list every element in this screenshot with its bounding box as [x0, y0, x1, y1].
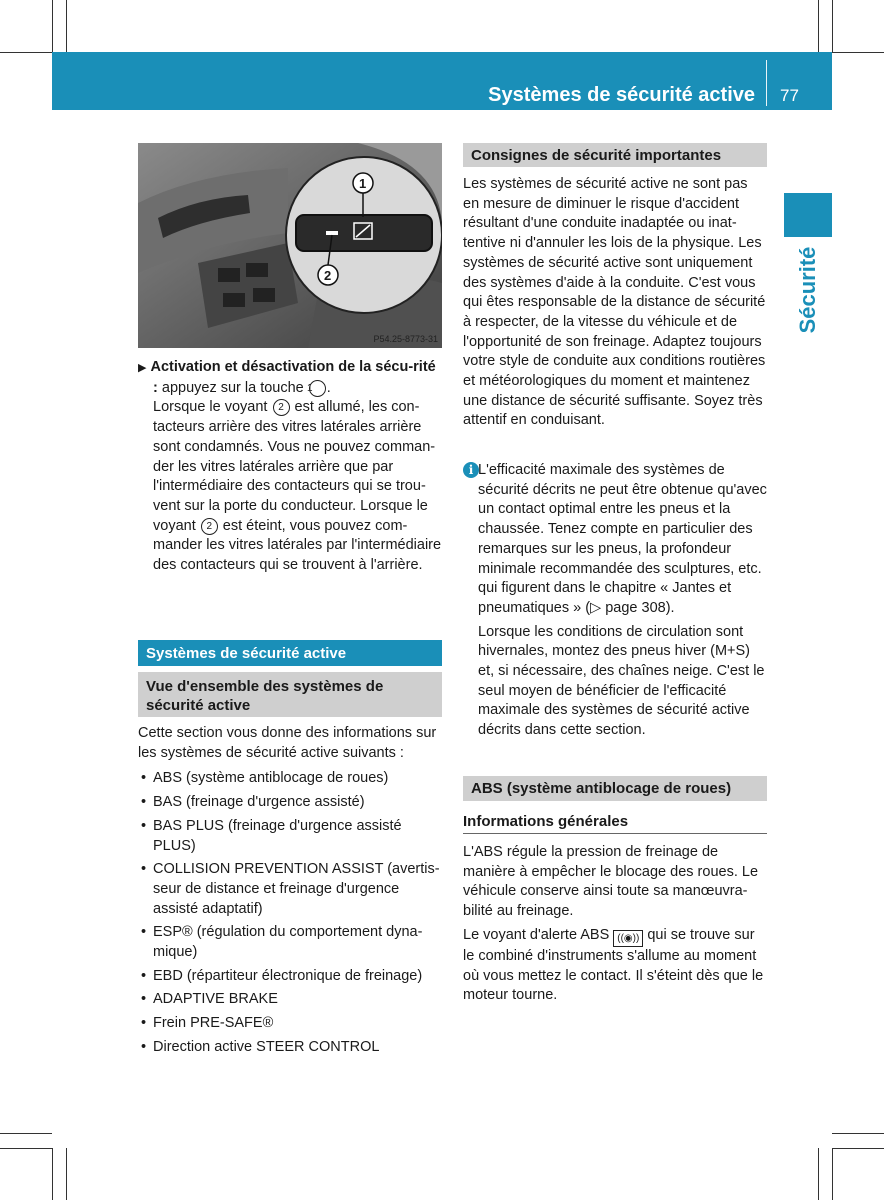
crop-mark	[818, 0, 819, 52]
systems-list	[138, 769, 442, 1057]
list-item: • Direction active STEER CONTROL	[138, 1038, 442, 1058]
abs-warning-lamp-icon: ((◉))	[613, 930, 643, 947]
callout-ref-2b: 2	[201, 518, 218, 535]
door-panel-figure	[138, 143, 442, 348]
instruction-block: ▶ Activation et désactivation de la sécu-rité : appuyez sur la touche 1 . Lorsque le voyant 2 est allumé, les contacteurs arrière des vitres latérales arrière sont condamnés. Vous ne pouvez commander les vitres latérales arrière que par l'intermédiaire des contacteurs qui se trouvent sur la porte du conducteur. Lorsque le voyant 2 est éteint, vous pouvez commander les vitres latérales par l'intermédiaire des contacteurs qui se trouvent à l'arrière.	[138, 359, 442, 574]
crop-mark	[0, 1133, 52, 1134]
crop-mark	[52, 0, 53, 52]
crop-mark	[818, 1148, 819, 1200]
list-item: • ESP® (régulation du comportement dynamique)	[138, 923, 442, 962]
side-tab-label: Sécurité	[795, 246, 820, 334]
crop-mark	[832, 1148, 884, 1149]
page-number: 77	[780, 86, 799, 105]
instruction-text-2: est allumé, les contacteurs arrière des vitres latérales arrière sont condamnés. Vous ne pouvez commander les vitres latérales arrière que par l'intermédiaire des contacteurs qui se trouvent sur la porte du conducteur. Lorsque le voyant	[153, 399, 436, 534]
safety-notes-text: Les systèmes de sécurité active ne sont pas en mesure de diminuer le risque d'accident résultant d'une conduite inadaptée ou inattentive ni d'annuler les lois de la physique. Les systèmes de sécurité active sont uniquement des systèmes d'aide à la conduite. C'est vous qui êtes responsable de la distance de sécurité à respecter, de la vitesse du véhicule et de l'opportunité de son freinage. Adaptez toujours votre style de conduite aux conditions routières et météorologiques du moment et maintenez une distance de sécurité suffisante. Soyez très attentif en conduisant.	[463, 176, 766, 429]
crop-mark	[832, 0, 833, 52]
overview-intro: Cette section vous donne des informations sur les systèmes de sécurité active suivants :	[138, 725, 437, 761]
info-paragraph-1: L'efficacité maximale des systèmes de sécurité décrits ne peut être obtenue qu'avec un contact optimal entre les pneus et la chaussée. Tenez compte en particulier des remarques sur les pneus, la profondeur minimale recommandée des sculptures, etc. qui figurent dans le chapitre « Jantes et pneumatiques » (▷ page 308).	[478, 462, 767, 616]
header-divider	[766, 60, 767, 106]
instruction-text-1: Lorsque le voyant	[153, 399, 268, 416]
list-item: • Frein PRE-SAFE®	[138, 1014, 442, 1034]
callout-ref-1: 1	[309, 380, 326, 397]
list-item: • ADAPTIVE BRAKE	[138, 990, 442, 1010]
instruction-title: Activation et désactivation de la sécu-rité :	[150, 359, 436, 396]
general-info-heading: Informations générales	[463, 813, 767, 834]
page-title: Systèmes de sécurité active	[488, 84, 755, 106]
crop-mark	[832, 1148, 833, 1200]
list-item: • ABS (système antiblocage de roues)	[138, 769, 442, 789]
figure-code: P54.25-8773-31	[373, 334, 438, 344]
list-item: • COLLISION PREVENTION ASSIST (avertisseur de distance et freinage d'urgence assisté adaptatif)	[138, 860, 442, 919]
list-item: • BAS (freinage d'urgence assisté)	[138, 793, 442, 813]
info-icon: i	[463, 462, 479, 478]
info-block	[478, 461, 768, 741]
instruction-action: appuyez sur la touche	[161, 379, 304, 396]
instruction-text-3: est éteint, vous pouvez commander les vitres latérales par l'intermédiaire des contacteurs qui se trouvent à l'arrière.	[153, 517, 442, 574]
crop-mark	[0, 1148, 52, 1149]
safety-notes-title: Consignes de sécurité importantes	[463, 143, 767, 167]
side-tab-marker	[784, 193, 832, 237]
list-item: • BAS PLUS (freinage d'urgence assisté PLUS)	[138, 817, 442, 856]
abs-text-block	[463, 843, 767, 1006]
subsection-title-overview: Vue d'ensemble des systèmes de sécurité active	[138, 672, 442, 717]
callout-ref-2: 2	[273, 399, 290, 416]
crop-mark	[0, 52, 52, 53]
abs-paragraph-2b: qui se trouve sur le combiné d'instruments s'allume au moment où vous mettez le contact. Il s'éteint dès que le moteur tourne.	[463, 926, 764, 1004]
crop-mark	[66, 0, 67, 52]
callout-1: 1	[359, 176, 367, 191]
crop-mark	[66, 1148, 67, 1200]
section-title-active-safety: Systèmes de sécurité active	[138, 640, 442, 666]
info-paragraph-2: Lorsque les conditions de circulation sont hivernales, montez des pneus hiver (M+S) et, si nécessaire, des chaînes neige. C'est le seul moyen de bénéficier de l'efficacité maximale des systèmes de sécurité active décrits dans cette section.	[478, 623, 765, 739]
step-arrow-icon: ▶	[138, 362, 147, 374]
crop-mark	[52, 1148, 53, 1200]
abs-paragraph-1: L'ABS régule la pression de freinage de manière à empêcher le blocage des roues. Le véhicule conserve ainsi toute sa manœuvrabilité au freinage.	[463, 844, 759, 920]
overview-block	[138, 724, 442, 1062]
crop-mark	[832, 52, 884, 53]
crop-mark	[832, 1133, 884, 1134]
abs-section-title: ABS (système antiblocage de roues)	[463, 776, 767, 801]
list-item: • EBD (répartiteur électronique de freinage)	[138, 967, 442, 987]
callout-2: 2	[324, 268, 332, 283]
abs-paragraph-2a: Le voyant d'alerte ABS	[463, 926, 610, 943]
